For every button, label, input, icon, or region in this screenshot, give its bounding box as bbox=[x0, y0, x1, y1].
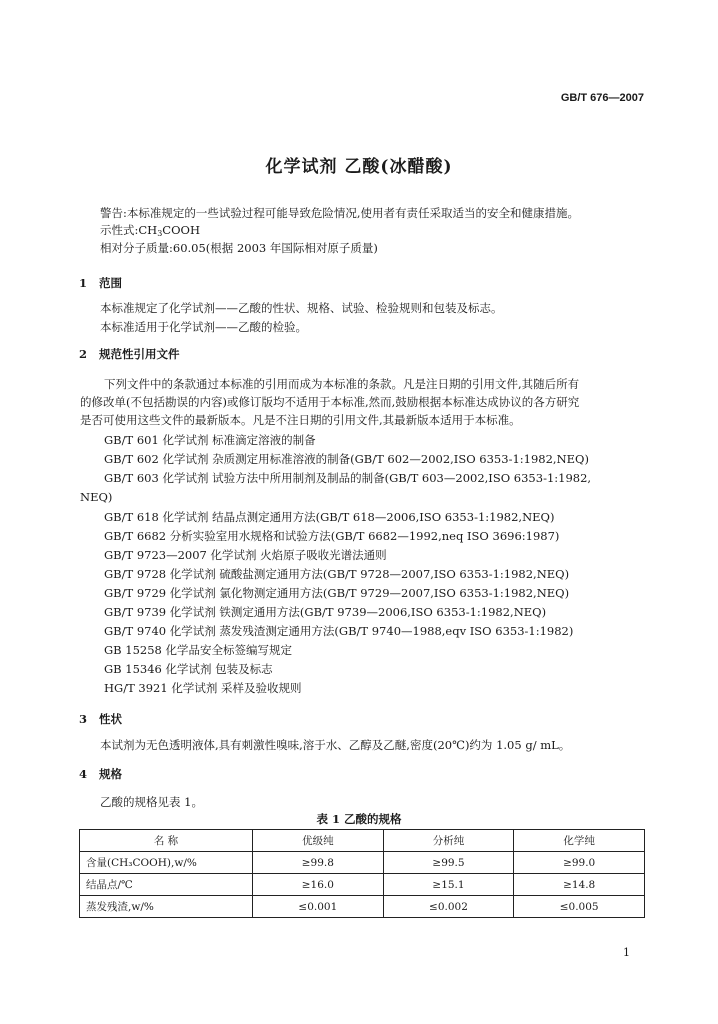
header-name: 名 称 bbox=[80, 830, 253, 852]
reference-item: HG/T 3921 化学试剂 采样及验收规则 bbox=[104, 681, 302, 695]
reference-item: GB/T 602 化学试剂 杂质测定用标准溶液的制备(GB/T 602—2002,ISO 6353-1:1982,NEQ) bbox=[104, 452, 589, 466]
cell-value: ≥99.0 bbox=[514, 852, 645, 874]
cell-value: ≥99.5 bbox=[383, 852, 514, 874]
refs-intro-line: 的修改单(不包括勘误的内容)或修订版均不适用于本标准,然而,鼓励根据本标准达成协议的各方研究 bbox=[80, 395, 580, 409]
properties-text: 本试剂为无色透明液体,具有刺激性嗅味,溶于水、乙醇及乙醚,密度(20℃)约为 1.05 g/ mL。 bbox=[100, 738, 571, 752]
reference-item: GB/T 6682 分析实验室用水规格和试验方法(GB/T 6682—1992,neq ISO 3696:1987) bbox=[104, 529, 560, 543]
structural-formula: 示性式$:CH_3COOH$ bbox=[100, 223, 200, 238]
row-label: 结晶点/℃ bbox=[80, 874, 253, 896]
reference-item: GB/T 603 化学试剂 试验方法中所用制剂及制品的制备(GB/T 603—2002,ISO 6353-1:1982, bbox=[104, 471, 592, 485]
reference-item: GB 15346 化学试剂 包装及标志 bbox=[104, 662, 273, 676]
section-2-heading: 2 规范性引用文件 bbox=[79, 347, 180, 361]
document-title: 化学试剂 乙酸(冰醋酸) bbox=[265, 157, 453, 177]
reference-item: GB/T 9728 化学试剂 硫酸盐测定通用方法(GB/T 9728—2007,ISO 6353-1:1982,NEQ) bbox=[104, 567, 570, 581]
reference-item: GB/T 601 化学试剂 标准滴定溶液的制备 bbox=[104, 433, 316, 447]
cell-value: ≤0.002 bbox=[383, 896, 514, 918]
spec-table bbox=[79, 829, 645, 918]
table-header-row bbox=[80, 830, 645, 852]
cell-value: ≥14.8 bbox=[514, 874, 645, 896]
table-row bbox=[80, 852, 645, 874]
scope-line: 本标准适用于化学试剂——乙酸的检验。 bbox=[100, 320, 307, 334]
warning-text: 警告:本标准规定的一些试验过程可能导致危险情况,使用者有责任采取适当的安全和健康措施。 bbox=[100, 206, 580, 220]
section-3-heading: 3 性状 bbox=[79, 712, 123, 726]
scope-line: 本标准规定了化学试剂——乙酸的性状、规格、试验、检验规则和包装及标志。 bbox=[100, 301, 503, 315]
cell-value: ≤0.001 bbox=[253, 896, 384, 918]
cell-value: ≥99.8 bbox=[253, 852, 384, 874]
standard-code: GB/T 676—2007 bbox=[560, 92, 644, 104]
cell-value: ≤0.005 bbox=[514, 896, 645, 918]
spec-text: 乙酸的规格见表 1。 bbox=[100, 795, 203, 809]
table-row bbox=[80, 874, 645, 896]
table-row bbox=[80, 896, 645, 918]
row-label: 蒸发残渣,w/% bbox=[80, 896, 253, 918]
table-caption: 表 1 乙酸的规格 bbox=[316, 812, 402, 826]
molecular-mass: 相对分子质量:60.05(根据 2003 年国际相对原子质量) bbox=[100, 241, 378, 255]
header-guaranteed-reagent: 优级纯 bbox=[253, 830, 384, 852]
reference-item: GB/T 9729 化学试剂 氯化物测定通用方法(GB/T 9729—2007,ISO 6353-1:1982,NEQ) bbox=[104, 586, 570, 600]
refs-intro-line: 下列文件中的条款通过本标准的引用而成为本标准的条款。凡是注日期的引用文件,其随后所有 bbox=[104, 377, 580, 391]
section-1-heading: 1 范围 bbox=[79, 276, 123, 290]
reference-item: GB/T 618 化学试剂 结晶点测定通用方法(GB/T 618—2006,ISO 6353-1:1982,NEQ) bbox=[104, 510, 555, 524]
reference-item: GB/T 9740 化学试剂 蒸发残渣测定通用方法(GB/T 9740—1988,eqv ISO 6353-1:1982) bbox=[104, 624, 574, 638]
header-chemically-pure: 化学纯 bbox=[514, 830, 645, 852]
page-number: 1 bbox=[623, 946, 630, 959]
refs-intro-line: 是否可使用这些文件的最新版本。凡是不注日期的引用文件,其最新版本适用于本标准。 bbox=[80, 413, 521, 427]
section-4-heading: 4 规格 bbox=[79, 767, 123, 781]
cell-value: ≥16.0 bbox=[253, 874, 384, 896]
reference-item: GB 15258 化学品安全标签编写规定 bbox=[104, 643, 293, 657]
reference-item: GB/T 9739 化学试剂 铁测定通用方法(GB/T 9739—2006,ISO 6353-1:1982,NEQ) bbox=[104, 605, 547, 619]
header-analytical-reagent: 分析纯 bbox=[383, 830, 514, 852]
row-label: 含量(CH₃COOH),w/% bbox=[80, 852, 253, 874]
reference-item: GB/T 9723—2007 化学试剂 火焰原子吸收光谱法通则 bbox=[104, 548, 387, 562]
cell-value: ≥15.1 bbox=[383, 874, 514, 896]
reference-item-continued: NEQ) bbox=[80, 490, 113, 504]
